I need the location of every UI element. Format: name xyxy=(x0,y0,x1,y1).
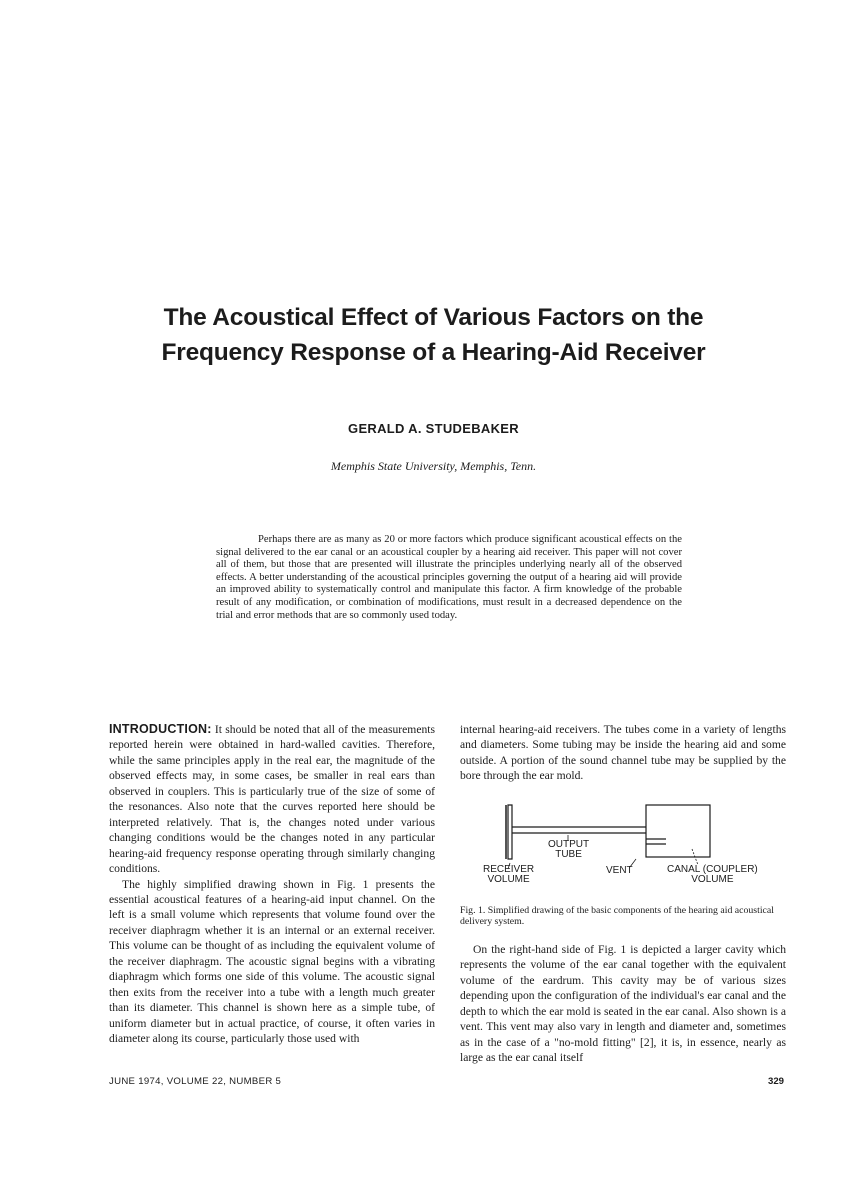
right-paragraph-2: On the right-hand side of Fig. 1 is depicted a larger cavity which represents the volume of the ear canal together with the equivalent volume of the eardrum. This cavity may be of various sizes depending upon the configuration of the individual's ear canal and the depth to which the ear mold is seated in the ear canal. Also shown is a vent. This vent may also vary in length and diameter and, sometimes as in the case of a "no-mold fitting" [2], it is, in essence, nearly as large as the ear canal itself xyxy=(460,942,786,1064)
label-output-tube: OUTPUT TUBE xyxy=(548,838,590,861)
label-canal-volume: CANAL (COUPLER) VOLUME xyxy=(667,863,758,886)
right-paragraph-1: internal hearing-aid receivers. The tubes come in a variety of lengths and diameters. Some tubing may be inside the hearing aid and some outside. A portion of the sound channel tube may be supplied by the bore through the ear mold. xyxy=(460,723,786,783)
abstract: Perhaps there are as many as 20 or more factors which produce significant acoustical effects on the signal delivered to the ear canal or an acoustical coupler by a hearing aid receiver. This paper will not cover all of them, but those that are presented will illustrate the principles underlying nearly all of the observed effects. A better understanding of the acoustical principles governing the output of a hearing aid will provide an improved ability to systematically control and manipulate this factor. A firm knowledge of the probable result of any modification, or combination of modifications, must result in a decreased dependence on the trial and error methods that are so commonly used today. xyxy=(216,534,682,621)
body-paragraph-2: The highly simplified drawing shown in Fig. 1 presents the essential acoustical features of a hearing-aid input channel. On the left is a small volume which represents that volume found over the receiver diaphragm whether it is an internal or an external receiver. This volume can be thought of as including the equivalent volume of the receiver diaphragm. The acoustic signal begins with a vibrating diaphragm which forms one side of this volume. The acoustic signal then exits from the receiver into a tube with a length much greater than its diameter. This channel is shown here as a simple tube, of uniform diameter but in actual practice, of course, it often varies in diameter along its course, particularly those used with xyxy=(109,877,435,1046)
left-column xyxy=(109,722,435,1047)
paper-title xyxy=(110,300,757,370)
intro-text: It should be noted that all of the measurements reported herein were obtained in hard-walled cavities. Therefore, while the same principles apply in the real ear, the magnitude of the observed effects may, in some cases, be smaller in real ears than observed in couplers. This is particularly true of the size of some of the resonances. Also note that the curves reported here should be interpreted relatively. That is, the changes noted under various changing conditions would be the changes noted in any particular hearing-aid frequency response operating through similarly changing conditions. xyxy=(109,723,435,876)
title-line-1: The Acoustical Effect of Various Factors on the xyxy=(163,304,704,331)
page-number: 329 xyxy=(767,1076,784,1087)
intro-heading: INTRODUCTION: xyxy=(109,722,212,736)
label-vent: VENT xyxy=(606,864,633,876)
receiver-volume-shape xyxy=(508,805,512,859)
title-line-2: Frequency Response of a Hearing-Aid Receiver xyxy=(161,339,706,366)
intro-paragraph xyxy=(109,722,435,877)
author-name: GERALD A. STUDEBAKER xyxy=(348,421,519,436)
journal-issue: JUNE 1974, VOLUME 22, NUMBER 5 xyxy=(109,1076,282,1087)
right-column xyxy=(460,722,786,1065)
author-affiliation: Memphis State University, Memphis, Tenn. xyxy=(330,459,537,473)
canal-volume-box xyxy=(646,805,710,857)
label-receiver-volume: RECEIVER VOLUME xyxy=(483,863,535,886)
figure-1-caption: Fig. 1. Simplified drawing of the basic components of the hearing aid acoustical delivery system. xyxy=(460,904,774,927)
figure-1 xyxy=(460,799,786,899)
